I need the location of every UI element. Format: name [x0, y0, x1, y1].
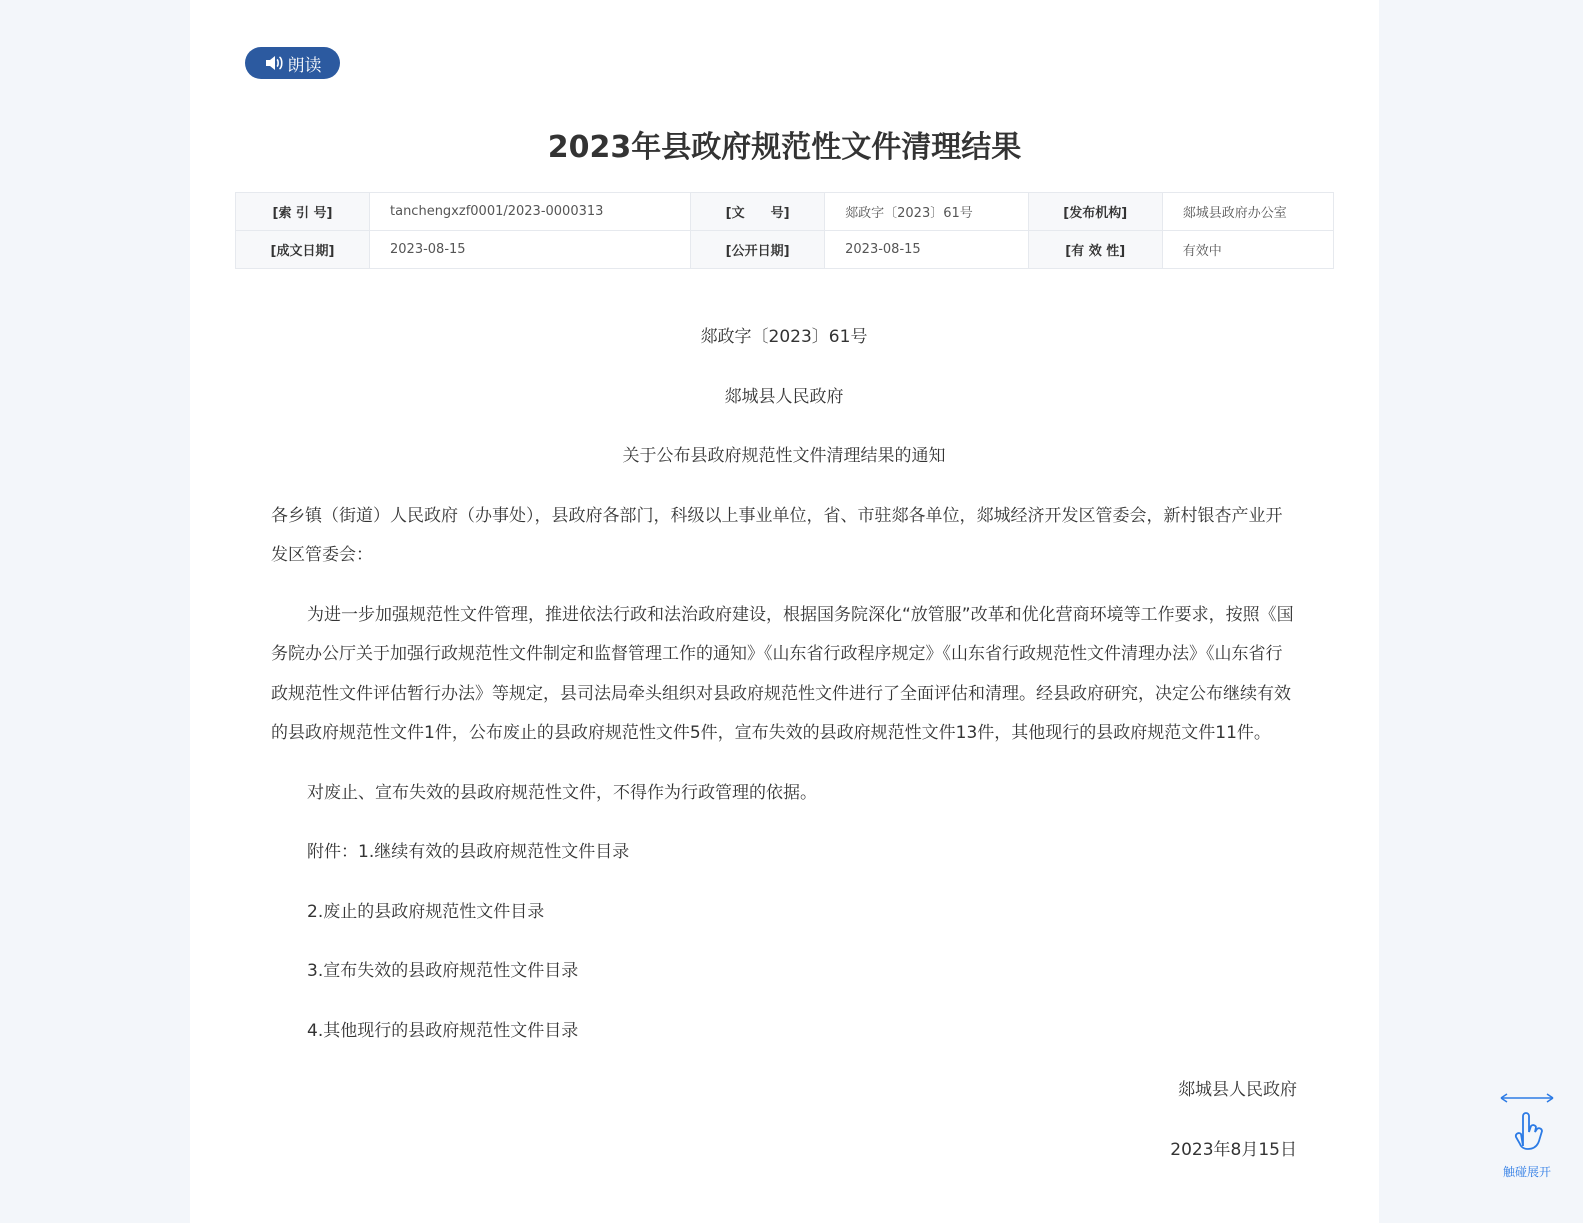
page-title: 2023年县政府规范性文件清理结果	[547, 130, 1022, 165]
document-meta-table	[235, 192, 1334, 269]
speaker-icon	[264, 54, 284, 72]
meta-public-date-value: 2023-08-15	[825, 231, 1029, 269]
read-aloud-button[interactable]	[245, 47, 340, 79]
doc-attachment-item: 4.其他现行的县政府规范性文件目录	[307, 1020, 579, 1041]
meta-index-value: tanchengxzf0001/2023-0000313	[370, 193, 691, 231]
doc-attachment-item: 3.宣布失效的县政府规范性文件目录	[307, 961, 579, 981]
meta-row	[236, 193, 1334, 231]
touch-expand-widget[interactable]	[1497, 1090, 1557, 1180]
content-page	[190, 0, 1379, 1223]
doc-attachment-item: 附件：1.继续有效的县政府规范性文件目录	[307, 842, 630, 862]
meta-public-date-label: [公开日期]	[691, 231, 825, 269]
meta-written-date-value: 2023-08-15	[370, 231, 691, 269]
document-body	[271, 318, 1297, 1190]
doc-paragraph: 对废止、宣布失效的县政府规范性文件，不得作为行政管理的依据。	[307, 782, 817, 803]
doc-attachment-item: 2.废止的县政府规范性文件目录	[307, 901, 545, 922]
doc-signature-org: 郯城县人民政府	[1178, 1080, 1297, 1100]
read-aloud-label: 朗读	[287, 55, 322, 76]
meta-docno-label: [文 号]	[691, 193, 825, 231]
meta-issuer-value: 郯城县政府办公室	[1162, 193, 1333, 231]
touch-expand-label: 触碰展开	[1502, 1165, 1551, 1179]
doc-issuing-org: 郯城县人民政府	[724, 386, 844, 407]
meta-validity-label: [有 效 性]	[1028, 231, 1162, 269]
meta-docno-value: 郯政字〔2023〕61号	[825, 193, 1029, 231]
meta-written-date-label: [成文日期]	[236, 231, 370, 269]
doc-number: 郯政字〔2023〕61号	[700, 327, 868, 347]
meta-issuer-label: [发布机构]	[1028, 193, 1162, 231]
doc-addressee: 各乡镇（街道）人民政府（办事处），县政府各部门，科级以上事业单位，省、市驻郯各单位，郯城经济开发区管委会，新村银杏产业开发区管委会：	[271, 505, 1283, 565]
meta-validity-value: 有效中	[1162, 231, 1333, 269]
doc-signature-date: 2023年8月15日	[1170, 1139, 1297, 1160]
meta-index-label: [索 引 号]	[236, 193, 370, 231]
doc-subject: 关于公布县政府规范性文件清理结果的通知	[622, 446, 946, 466]
doc-paragraph: 为进一步加强规范性文件管理，推进依法行政和法治政府建设，根据国务院深化“放管服”改革和优化营商环境等工作要求，按照《国务院办公厅关于加强行政规范性文件制定和监督管理工作的通知》《山东省行政程序规定》《山东省行政规范性文件清理办法》《山东省行政规范性文件评估暂行办法》等规定，县司法局牵头组织对县政府规范性文件进行了全面评估和清理。经县政府研究，决定公布继续有效的县政府规范性文件1件，公布废止的县政府规范性文件5件，宣布失效的县政府规范性文件13件，其他现行的县政府规范文件11件。	[271, 604, 1294, 743]
touch-expand-icon	[1497, 1090, 1557, 1160]
meta-row	[236, 231, 1334, 269]
